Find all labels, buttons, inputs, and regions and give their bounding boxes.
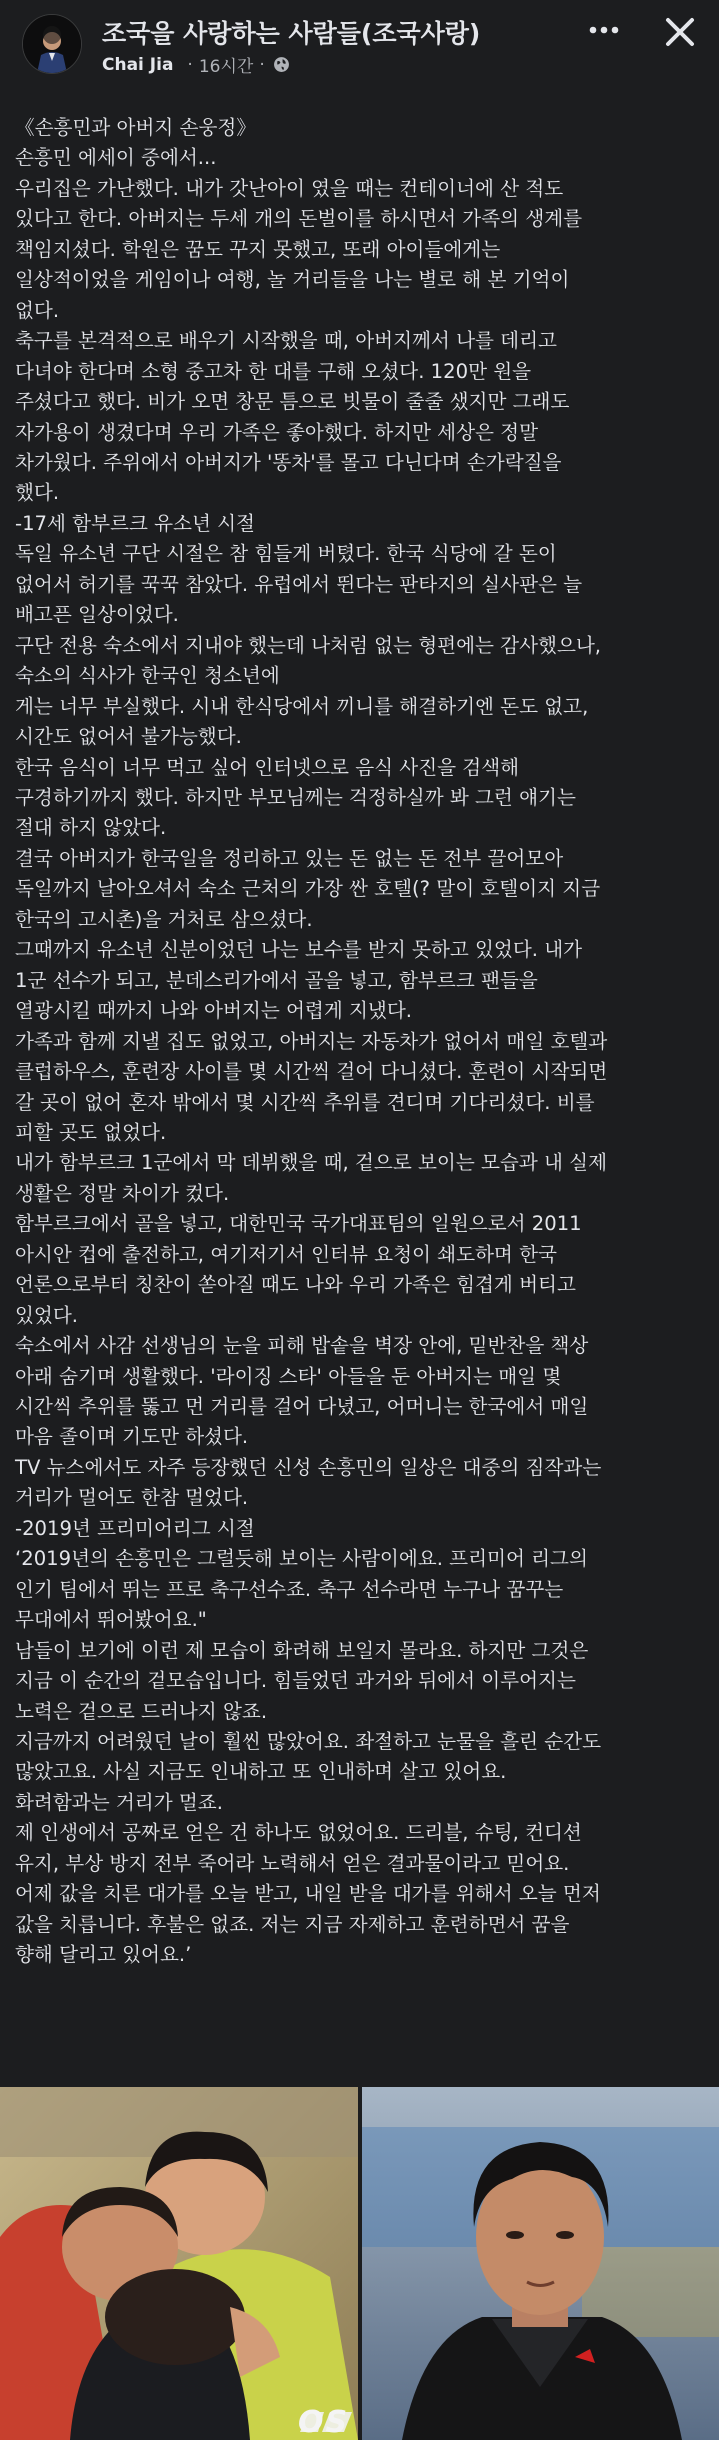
post-line: 아래 숨기며 생활했다. '라이징 스타' 아들을 둔 아버지는 매일 몇 — [15, 1364, 562, 1388]
son-hugging-photo[interactable] — [0, 2087, 358, 2440]
group-name[interactable]: 조국을 사랑하는 사람들(조국사랑) — [102, 19, 481, 48]
post-line: 한국 음식이 너무 먹고 싶어 인터넷으로 음식 사진을 검색해 — [15, 755, 520, 779]
post-line: 그때까지 유소년 신분이었던 나는 보수를 받지 못하고 있었다. 내가 — [15, 938, 583, 962]
post-line: 없어서 허기를 꾹꾹 참았다. 유럽에서 뛴다는 판타지의 실사판은 늘 — [15, 572, 583, 596]
post-line: 클럽하우스, 훈련장 사이를 몇 시간씩 걸어 다니셨다. 훈련이 시작되면 — [15, 1060, 608, 1084]
post-line: 어제 값을 치른 대가를 오늘 받고, 내일 받을 대가를 위해서 오늘 먼저 — [15, 1882, 601, 1906]
post-line: 향해 달리고 있어요.’ — [15, 1943, 192, 1967]
post-line: 있었다. — [15, 1303, 79, 1327]
watermark-text: OS — [298, 2405, 350, 2440]
post-line: 제 인생에서 공짜로 얻은 건 하나도 없었어요. 드리블, 슈팅, 컨디션 — [15, 1821, 582, 1845]
post-line: 값을 치릅니다. 후불은 없죠. 저는 지금 자제하고 훈련하면서 꿈을 — [15, 1912, 570, 1936]
post-line: 인기 팀에서 뛰는 프로 축구선수죠. 축구 선수라면 누구나 꿈꾸는 — [15, 1577, 564, 1601]
post-line: 시간도 없어서 불가능했다. — [15, 725, 242, 749]
post-line: 배고픈 일상이었다. — [15, 603, 179, 627]
post-line: 열광시킬 때까지 나와 아버지는 어렵게 지냈다. — [15, 999, 412, 1023]
post-line: 많았고요. 사실 지금도 인내하고 또 인내하며 살고 있어요. — [15, 1760, 507, 1784]
post-line: 손흥민 에세이 중에서... — [15, 146, 217, 170]
post-line: 절대 하지 않았다. — [15, 816, 167, 840]
post-line: 구경하기까지 했다. 하지만 부모님께는 걱정하실까 봐 그런 얘기는 — [15, 785, 576, 809]
post-line: 일상적이었을 게임이나 여행, 놀 거리들을 나는 별로 해 본 기억이 — [15, 268, 570, 292]
close-icon[interactable] — [662, 14, 698, 50]
post-line: 게는 너무 부실했다. 시내 한식당에서 끼니를 해결하기엔 돈도 없고, — [15, 694, 589, 718]
post-line: 독일 유소년 구단 시절은 참 힘들게 버텼다. 한국 식당에 갈 돈이 — [15, 542, 557, 566]
post-line: 언론으로부터 칭찬이 쏟아질 때도 나와 우리 가족은 힘겹게 버티고 — [15, 1273, 576, 1297]
more-horizontal-icon[interactable] — [586, 14, 622, 46]
post-line: 유지, 부상 방지 전부 죽어라 노력해서 얻은 결과물이라고 믿어요. — [15, 1851, 570, 1875]
post-text — [15, 113, 705, 1971]
post-meta — [102, 52, 290, 77]
post-photos — [0, 2087, 719, 2440]
post-line: TV 뉴스에서도 자주 등장했던 신성 손흥민의 일상은 대중의 짐작과는 — [15, 1455, 602, 1479]
post-line: -17세 함부르크 유소년 시절 — [15, 511, 255, 535]
globe-icon — [273, 56, 290, 73]
post-header — [0, 0, 719, 100]
post-line: 《손흥민과 아버지 손웅정》 — [15, 116, 256, 139]
post-line: 주셨다고 했다. 비가 오면 창문 틈으로 빗물이 줄줄 샜지만 그래도 — [15, 390, 570, 414]
post-line: ‘2019년의 손흥민은 그럴듯해 보이는 사람이에요. 프리미어 리그의 — [15, 1547, 588, 1571]
post-line: 1군 선수가 되고, 분데스리가에서 골을 넣고, 함부르크 팬들을 — [15, 968, 538, 992]
group-avatar[interactable] — [22, 14, 82, 74]
post-line: 있다고 한다. 아버지는 두세 개의 돈벌이를 하시면서 가족의 생계를 — [15, 207, 583, 231]
post-line: 지금 이 순간의 겉모습입니다. 힘들었던 과거와 뒤에서 이루어지는 — [15, 1669, 576, 1693]
father-portrait-photo[interactable] — [362, 2087, 719, 2440]
post-line: 무대에서 뛰어봤어요." — [15, 1608, 207, 1632]
post-line: 독일까지 날아오셔서 숙소 근처의 가장 싼 호텔(? 말이 호텔이지 지금 — [15, 877, 601, 901]
post-line: 가족과 함께 지낼 집도 없었고, 아버지는 자동차가 없어서 매일 호텔과 — [15, 1029, 608, 1053]
post-line: 한국의 고시촌)을 거처로 삼으셨다. — [15, 907, 313, 931]
post-line: 내가 함부르크 1군에서 막 데뷔했을 때, 겉으로 보이는 모습과 내 실제 — [15, 1151, 608, 1175]
post-time[interactable]: 16시간 — [198, 57, 254, 77]
post-line: 축구를 본격적으로 배우기 시작했을 때, 아버지께서 나를 데리고 — [15, 329, 557, 353]
post-line: 숙소의 식사가 한국인 청소년에 — [15, 664, 280, 688]
post-line: 차가웠다. 주위에서 아버지가 '똥차'를 몰고 다닌다며 손가락질을 — [15, 450, 562, 474]
post-line: 시간씩 추위를 뚫고 먼 거리를 걸어 다녔고, 어머니는 한국에서 매일 — [15, 1395, 589, 1419]
post-line: 없다. — [15, 298, 60, 322]
post-line: 했다. — [15, 481, 60, 505]
post-line: -2019년 프리미어리그 시절 — [15, 1516, 255, 1540]
post-line: 지금까지 어려웠던 날이 훨씬 많았어요. 좌절하고 눈물을 흘린 순간도 — [15, 1730, 602, 1754]
post-line: 마음 졸이며 기도만 하셨다. — [15, 1425, 249, 1449]
post-line: 책임지셨다. 학원은 꿈도 꾸지 못했고, 또래 아이들에게는 — [15, 237, 501, 261]
post-line: 숙소에서 사감 선생님의 눈을 피해 밥솥을 벽장 안에, 밑반찬을 책상 — [15, 1334, 589, 1358]
author-name[interactable]: Chai Jia — [102, 54, 174, 75]
post-line: 자가용이 생겼다며 우리 가족은 좋아했다. 하지만 세상은 정말 — [15, 420, 539, 444]
post-line: 다녀야 한다며 소형 중고차 한 대를 구해 오셨다. 120만 원을 — [15, 359, 532, 383]
meta-separator-2: · — [259, 54, 265, 75]
post-line: 우리집은 가난했다. 내가 갓난아이 였을 때는 컨테이너에 산 적도 — [15, 176, 564, 200]
meta-separator: · — [187, 54, 193, 75]
post-line: 생활은 정말 차이가 컸다. — [15, 1181, 230, 1205]
post-line: 거리가 멀어도 한참 멀었다. — [15, 1486, 249, 1510]
post-line: 함부르크에서 골을 넣고, 대한민국 국가대표팀의 일원으로서 2011 — [15, 1212, 582, 1236]
post-line: 아시안 컵에 출전하고, 여기저기서 인터뷰 요청이 쇄도하며 한국 — [15, 1242, 557, 1266]
post-line: 구단 전용 숙소에서 지내야 했는데 나처럼 없는 형편에는 감사했으나, — [15, 633, 602, 657]
post-line: 피할 곳도 없었다. — [15, 1120, 167, 1144]
post-line: 노력은 겉으로 드러나지 않죠. — [15, 1699, 268, 1723]
post-line: 갈 곳이 없어 혼자 밖에서 몇 시간씩 추위를 견디며 기다리셨다. 비를 — [15, 1090, 595, 1114]
post-line: 남들이 보기에 이런 제 모습이 화려해 보일지 몰라요. 하지만 그것은 — [15, 1638, 589, 1662]
post-line: 결국 아버지가 한국일을 정리하고 있는 돈 없는 돈 전부 끌어모아 — [15, 846, 564, 870]
post-line: 화려함과는 거리가 멀죠. — [15, 1790, 223, 1814]
